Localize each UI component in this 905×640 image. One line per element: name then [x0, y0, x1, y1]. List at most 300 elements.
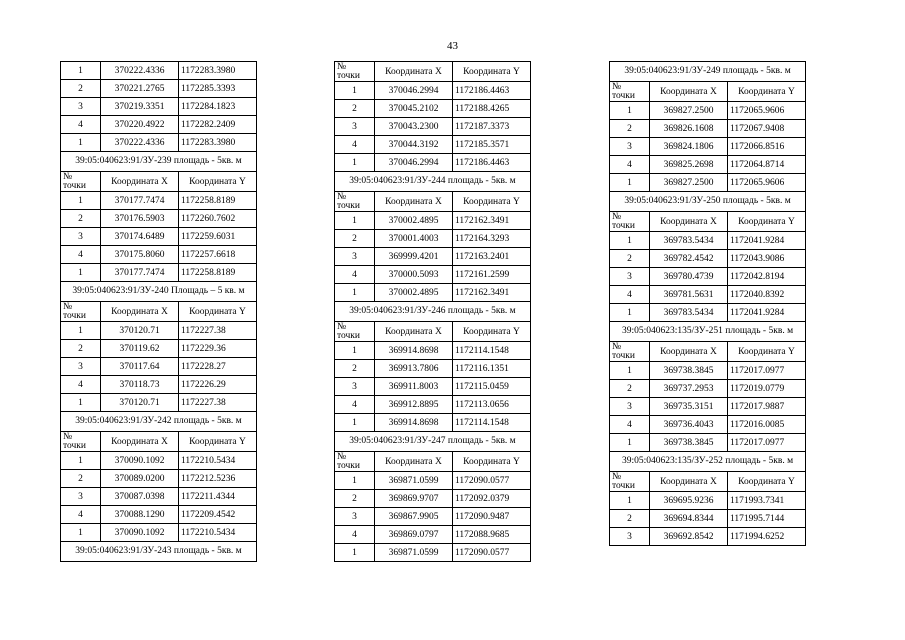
coord-x-value: 370174.6489	[101, 228, 179, 246]
coord-x-value: 369781.5631	[650, 286, 728, 304]
table-row	[61, 134, 257, 152]
table-row	[61, 376, 257, 394]
coord-x-value: 370220.4922	[101, 116, 179, 134]
table-row	[335, 284, 531, 302]
coordinates-table	[609, 61, 806, 546]
table-row	[61, 452, 257, 470]
table-row	[335, 266, 531, 284]
point-number: 1	[61, 264, 101, 282]
coord-y-value: 1172114.1548	[453, 414, 531, 432]
header-no-word: точки	[612, 350, 636, 361]
coord-x-value: 370177.7474	[101, 192, 179, 210]
table-row	[335, 508, 531, 526]
header-coord-y: Координата Y	[453, 62, 531, 82]
table-row	[610, 250, 806, 268]
coord-x-value: 369867.9905	[375, 508, 453, 526]
coord-y-value: 1172257.6618	[179, 246, 257, 264]
coord-x-value: 369825.2698	[650, 156, 728, 174]
coord-y-value: 1172016.0085	[728, 416, 806, 434]
parcel-caption: 39:05:040623:91/ЗУ-244 площадь - 5кв. м	[335, 172, 531, 192]
coord-x-value: 369783.5434	[650, 304, 728, 322]
header-coord-x: Координата X	[375, 452, 453, 472]
table-row	[335, 100, 531, 118]
parcel-caption-row	[61, 542, 257, 562]
table-row	[610, 174, 806, 192]
coord-y-value: 1172088.9685	[453, 526, 531, 544]
point-number: 1	[61, 394, 101, 412]
point-number: 1	[335, 154, 375, 172]
coord-x-value: 370120.71	[101, 394, 179, 412]
point-number: 2	[335, 360, 375, 378]
parcel-caption: 39:05:040623:91/ЗУ-240 Площадь – 5 кв. м	[61, 282, 257, 302]
point-number: 4	[335, 526, 375, 544]
table-row	[335, 526, 531, 544]
header-no-symbol: №	[63, 172, 73, 182]
table-row	[335, 472, 531, 490]
coord-y-value: 1171994.6252	[728, 528, 806, 546]
header-no-word: точки	[612, 220, 636, 231]
header-no-word: точки	[337, 200, 361, 211]
coord-y-value: 1172090.9487	[453, 508, 531, 526]
header-no-word: точки	[337, 330, 361, 341]
point-number: 1	[61, 62, 101, 80]
parcel-caption: 39:05:040623:135/ЗУ-252 площадь - 5кв. м	[610, 452, 806, 472]
coord-x-value: 369824.1806	[650, 138, 728, 156]
coord-y-value: 1172227.38	[179, 394, 257, 412]
header-coord-x: Координата X	[101, 302, 179, 322]
parcel-caption: 39:05:040623:135/ЗУ-251 площадь - 5кв. м	[610, 322, 806, 342]
header-point-number	[335, 452, 375, 472]
point-number: 1	[335, 414, 375, 432]
header-coord-y: Координата Y	[453, 452, 531, 472]
table-row	[61, 210, 257, 228]
coord-x-value: 370001.4003	[375, 230, 453, 248]
parcel-caption-row	[610, 322, 806, 342]
point-number: 3	[335, 508, 375, 526]
table-header-row	[335, 322, 531, 342]
coord-x-value: 369695.9236	[650, 492, 728, 510]
header-point-number	[61, 432, 101, 452]
coord-y-value: 1172090.0577	[453, 472, 531, 490]
parcel-caption: 39:05:040623:91/ЗУ-243 площадь - 5кв. м	[61, 542, 257, 562]
point-number: 2	[610, 510, 650, 528]
header-point-number	[610, 212, 650, 232]
header-no-word: точки	[63, 180, 87, 191]
coord-x-value: 369871.0599	[375, 544, 453, 562]
point-number: 4	[335, 396, 375, 414]
table-header-row	[610, 342, 806, 362]
coord-x-value: 370219.3351	[101, 98, 179, 116]
header-point-number	[610, 472, 650, 492]
header-point-number	[61, 172, 101, 192]
table-header-row	[61, 432, 257, 452]
parcel-caption-row	[335, 302, 531, 322]
coord-y-value: 1172187.3373	[453, 118, 531, 136]
header-coord-y: Координата Y	[179, 302, 257, 322]
header-coord-x: Координата X	[375, 62, 453, 82]
coord-y-value: 1172067.9408	[728, 120, 806, 138]
coord-x-value: 370118.73	[101, 376, 179, 394]
point-number: 2	[335, 100, 375, 118]
table-row	[61, 264, 257, 282]
point-number: 3	[610, 268, 650, 286]
point-number: 2	[610, 250, 650, 268]
point-number: 4	[610, 286, 650, 304]
table-row	[61, 470, 257, 488]
point-number: 4	[61, 506, 101, 524]
coord-y-value: 1172019.0779	[728, 380, 806, 398]
header-no-symbol: №	[612, 212, 622, 222]
header-no-symbol: №	[612, 82, 622, 92]
point-number: 1	[61, 452, 101, 470]
point-number: 1	[61, 192, 101, 210]
coord-x-value: 370089.0200	[101, 470, 179, 488]
point-number: 3	[61, 488, 101, 506]
header-no-word: точки	[63, 310, 87, 321]
coord-x-value: 369737.2953	[650, 380, 728, 398]
coordinates-table	[60, 61, 257, 562]
coord-y-value: 1172226.29	[179, 376, 257, 394]
header-no-word: точки	[612, 480, 636, 491]
parcel-caption: 39:05:040623:91/ЗУ-250 площадь - 5кв. м	[610, 192, 806, 212]
coord-x-value: 370002.4895	[375, 284, 453, 302]
point-number: 4	[61, 246, 101, 264]
table-row	[61, 246, 257, 264]
parcel-caption-row	[335, 172, 531, 192]
header-coord-x: Координата X	[375, 192, 453, 212]
table-row	[335, 490, 531, 508]
header-point-number	[610, 342, 650, 362]
header-no-word: точки	[337, 70, 361, 81]
coord-x-value: 370176.5903	[101, 210, 179, 228]
table-row	[335, 212, 531, 230]
coord-y-value: 1172186.4463	[453, 154, 531, 172]
coord-x-value: 370087.0398	[101, 488, 179, 506]
header-no-symbol: №	[612, 342, 622, 352]
table-row	[335, 118, 531, 136]
point-number: 2	[61, 470, 101, 488]
coord-x-value: 369914.8698	[375, 342, 453, 360]
coord-x-value: 369869.0797	[375, 526, 453, 544]
header-coord-x: Координата X	[101, 432, 179, 452]
table-row	[335, 82, 531, 100]
header-coord-y: Координата Y	[179, 432, 257, 452]
parcel-caption: 39:05:040623:91/ЗУ-249 площадь - 5кв. м	[610, 62, 806, 82]
coord-y-value: 1172228.27	[179, 358, 257, 376]
table-row	[61, 506, 257, 524]
coord-x-value: 369694.8344	[650, 510, 728, 528]
table-row	[610, 156, 806, 174]
coord-x-value: 369735.3151	[650, 398, 728, 416]
point-number: 3	[610, 138, 650, 156]
point-number: 2	[61, 340, 101, 358]
parcel-caption: 39:05:040623:91/ЗУ-246 площадь - 5кв. м	[335, 302, 531, 322]
point-number: 1	[610, 362, 650, 380]
coord-y-value: 1172092.0379	[453, 490, 531, 508]
header-coord-y: Координата Y	[453, 192, 531, 212]
coord-x-value: 370000.5093	[375, 266, 453, 284]
table-row	[61, 394, 257, 412]
point-number: 4	[610, 156, 650, 174]
point-number: 1	[335, 212, 375, 230]
coord-y-value: 1172017.0977	[728, 434, 806, 452]
point-number: 1	[335, 544, 375, 562]
coord-y-value: 1172163.2401	[453, 248, 531, 266]
coord-x-value: 370177.7474	[101, 264, 179, 282]
header-coord-x: Координата X	[101, 172, 179, 192]
point-number: 2	[610, 380, 650, 398]
coord-x-value: 370002.4895	[375, 212, 453, 230]
point-number: 2	[61, 80, 101, 98]
table-row	[335, 378, 531, 396]
coord-y-value: 1172285.3393	[179, 80, 257, 98]
table-row	[61, 228, 257, 246]
coord-y-value: 1172113.0656	[453, 396, 531, 414]
header-point-number	[335, 62, 375, 82]
point-number: 1	[610, 102, 650, 120]
table-row	[61, 116, 257, 134]
parcel-caption: 39:05:040623:91/ЗУ-239 площадь - 5кв. м	[61, 152, 257, 172]
coordinates-table	[334, 61, 531, 562]
point-number: 2	[61, 210, 101, 228]
coord-y-value: 1172282.2409	[179, 116, 257, 134]
coord-y-value: 1172186.4463	[453, 82, 531, 100]
coord-x-value: 370222.4336	[101, 62, 179, 80]
coord-x-value: 369736.4043	[650, 416, 728, 434]
point-number: 1	[335, 472, 375, 490]
header-coord-y: Координата Y	[728, 212, 806, 232]
table-header-row	[335, 62, 531, 82]
table-row	[610, 510, 806, 528]
point-number: 3	[610, 398, 650, 416]
header-point-number	[335, 322, 375, 342]
header-coord-x: Координата X	[650, 212, 728, 232]
point-number: 1	[610, 304, 650, 322]
coord-y-value: 1172040.8392	[728, 286, 806, 304]
point-number: 4	[335, 266, 375, 284]
parcel-caption-row	[61, 282, 257, 302]
point-number: 3	[61, 98, 101, 116]
coord-y-value: 1172115.0459	[453, 378, 531, 396]
coord-y-value: 1172041.9284	[728, 304, 806, 322]
coord-y-value: 1172066.8516	[728, 138, 806, 156]
header-coord-y: Координата Y	[453, 322, 531, 342]
table-row	[61, 98, 257, 116]
coord-x-value: 370175.8060	[101, 246, 179, 264]
point-number: 1	[610, 174, 650, 192]
coord-y-value: 1172116.1351	[453, 360, 531, 378]
header-no-word: точки	[337, 460, 361, 471]
header-coord-x: Координата X	[650, 472, 728, 492]
table-row	[610, 304, 806, 322]
coord-x-value: 369826.1608	[650, 120, 728, 138]
parcel-caption: 39:05:040623:91/ЗУ-242 площадь - 5кв. м	[61, 412, 257, 432]
coord-y-value: 1172284.1823	[179, 98, 257, 116]
table-header-row	[61, 172, 257, 192]
table-row	[335, 360, 531, 378]
table-row	[610, 434, 806, 452]
table-row	[61, 340, 257, 358]
coord-x-value: 370119.62	[101, 340, 179, 358]
coord-y-value: 1172162.3491	[453, 284, 531, 302]
coord-x-value: 369869.9707	[375, 490, 453, 508]
parcel-caption-row	[335, 432, 531, 452]
coord-y-value: 1172210.5434	[179, 524, 257, 542]
point-number: 1	[335, 82, 375, 100]
coord-x-value: 370045.2102	[375, 100, 453, 118]
point-number: 2	[610, 120, 650, 138]
coord-y-value: 1171993.7341	[728, 492, 806, 510]
coord-y-value: 1172042.8194	[728, 268, 806, 286]
table-row	[610, 120, 806, 138]
point-number: 4	[61, 116, 101, 134]
coord-y-value: 1172212.5236	[179, 470, 257, 488]
table-row	[610, 268, 806, 286]
point-number: 2	[335, 490, 375, 508]
coord-x-value: 369782.4542	[650, 250, 728, 268]
coord-x-value: 369913.7806	[375, 360, 453, 378]
coord-x-value: 369871.0599	[375, 472, 453, 490]
point-number: 3	[335, 378, 375, 396]
coord-x-value: 369783.5434	[650, 232, 728, 250]
coord-x-value: 370046.2994	[375, 154, 453, 172]
header-no-symbol: №	[63, 302, 73, 312]
header-no-symbol: №	[337, 192, 347, 202]
coord-y-value: 1172259.6031	[179, 228, 257, 246]
parcel-caption: 39:05:040623:91/ЗУ-247 площадь - 5кв. м	[335, 432, 531, 452]
coord-x-value: 369827.2500	[650, 174, 728, 192]
point-number: 1	[610, 434, 650, 452]
coord-y-value: 1172229.36	[179, 340, 257, 358]
header-point-number	[610, 82, 650, 102]
coordinates-column-left	[60, 61, 257, 562]
coord-y-value: 1172064.8714	[728, 156, 806, 174]
header-coord-x: Координата X	[375, 322, 453, 342]
table-row	[335, 154, 531, 172]
coord-x-value: 370090.1092	[101, 452, 179, 470]
coord-y-value: 1172041.9284	[728, 232, 806, 250]
header-coord-y: Координата Y	[728, 472, 806, 492]
table-header-row	[335, 452, 531, 472]
coord-y-value: 1171995.7144	[728, 510, 806, 528]
coord-y-value: 1172065.9606	[728, 102, 806, 120]
table-row	[61, 524, 257, 542]
coord-x-value: 370088.1290	[101, 506, 179, 524]
coord-x-value: 369738.3845	[650, 434, 728, 452]
table-header-row	[335, 192, 531, 212]
point-number: 3	[335, 118, 375, 136]
coord-y-value: 1172164.3293	[453, 230, 531, 248]
table-row	[610, 416, 806, 434]
coord-x-value: 369738.3845	[650, 362, 728, 380]
table-row	[335, 230, 531, 248]
coord-y-value: 1172210.5434	[179, 452, 257, 470]
table-row	[610, 528, 806, 546]
table-row	[61, 62, 257, 80]
coord-y-value: 1172043.9086	[728, 250, 806, 268]
header-no-symbol: №	[612, 472, 622, 482]
coord-x-value: 369912.8895	[375, 396, 453, 414]
table-row	[610, 232, 806, 250]
coordinates-column-right	[609, 61, 806, 546]
header-point-number	[61, 302, 101, 322]
table-row	[335, 414, 531, 432]
coord-y-value: 1172283.3980	[179, 134, 257, 152]
page-number: 43	[447, 40, 458, 52]
coord-y-value: 1172188.4265	[453, 100, 531, 118]
table-row	[61, 322, 257, 340]
table-row	[335, 248, 531, 266]
table-row	[61, 358, 257, 376]
coord-y-value: 1172258.8189	[179, 192, 257, 210]
point-number: 3	[610, 528, 650, 546]
coord-y-value: 1172185.3571	[453, 136, 531, 154]
parcel-caption-row	[61, 152, 257, 172]
table-row	[610, 380, 806, 398]
coord-x-value: 369999.4201	[375, 248, 453, 266]
coord-x-value: 370120.71	[101, 322, 179, 340]
coord-x-value: 370117.64	[101, 358, 179, 376]
table-row	[61, 192, 257, 210]
coord-y-value: 1172090.0577	[453, 544, 531, 562]
table-row	[335, 396, 531, 414]
coord-x-value: 369827.2500	[650, 102, 728, 120]
table-header-row	[610, 82, 806, 102]
coord-y-value: 1172017.9887	[728, 398, 806, 416]
table-header-row	[61, 302, 257, 322]
header-coord-y: Координата Y	[179, 172, 257, 192]
table-row	[610, 362, 806, 380]
coord-x-value: 370090.1092	[101, 524, 179, 542]
coord-x-value: 370221.2765	[101, 80, 179, 98]
header-point-number	[335, 192, 375, 212]
header-coord-x: Координата X	[650, 82, 728, 102]
parcel-caption-row	[610, 192, 806, 212]
header-coord-y: Координата Y	[728, 342, 806, 362]
point-number: 1	[335, 342, 375, 360]
coord-x-value: 370044.3192	[375, 136, 453, 154]
point-number: 3	[335, 248, 375, 266]
coord-y-value: 1172114.1548	[453, 342, 531, 360]
header-coord-x: Координата X	[650, 342, 728, 362]
point-number: 1	[610, 492, 650, 510]
point-number: 1	[61, 322, 101, 340]
coord-y-value: 1172162.3491	[453, 212, 531, 230]
coord-y-value: 1172211.4344	[179, 488, 257, 506]
coord-x-value: 369911.8003	[375, 378, 453, 396]
table-row	[61, 488, 257, 506]
table-header-row	[610, 212, 806, 232]
coord-y-value: 1172258.8189	[179, 264, 257, 282]
coord-x-value: 370046.2994	[375, 82, 453, 100]
coord-x-value: 369780.4739	[650, 268, 728, 286]
table-row	[610, 286, 806, 304]
coord-y-value: 1172260.7602	[179, 210, 257, 228]
header-no-symbol: №	[63, 432, 73, 442]
coord-x-value: 369914.8698	[375, 414, 453, 432]
table-row	[610, 398, 806, 416]
coord-y-value: 1172161.2599	[453, 266, 531, 284]
coord-y-value: 1172017.0977	[728, 362, 806, 380]
table-row	[610, 492, 806, 510]
coord-x-value: 370043.2300	[375, 118, 453, 136]
coord-x-value: 370222.4336	[101, 134, 179, 152]
point-number: 3	[61, 228, 101, 246]
point-number: 1	[335, 284, 375, 302]
coord-y-value: 1172209.4542	[179, 506, 257, 524]
coord-y-value: 1172065.9606	[728, 174, 806, 192]
header-no-word: точки	[612, 90, 636, 101]
